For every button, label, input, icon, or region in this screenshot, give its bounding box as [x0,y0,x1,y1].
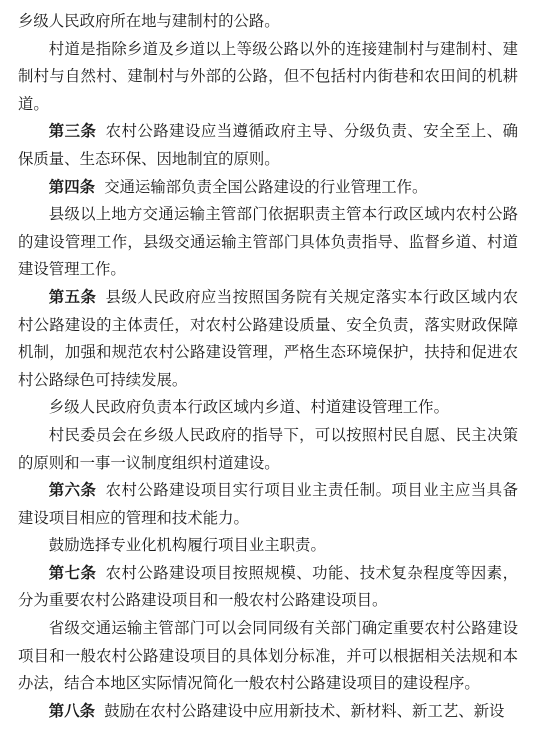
paragraph-text: 村道是指除乡道及乡道以上等级公路以外的连接建制村与建制村、建制村与自然村、建制村与外部的公路，但不包括村内街巷和农田间的机耕道。 [18,39,518,113]
article-3 [18,118,518,173]
paragraph-text: 县级人民政府应当按照国务院有关规定落实本行政区域内农村公路建设的主体责任，对农村公路建设质量、安全负责，落实财政保障机制，加强和规范农村公路建设管理，严格生态环境保护，扶持和促进农村公路绿色可持续发展。 [18,287,518,389]
paragraph-text: 农村公路建设项目实行项目业主责任制。项目业主应当具备建设项目相应的管理和技术能力。 [18,481,518,527]
article-label: 第七条 [48,563,97,582]
article-5 [18,284,518,394]
paragraph [18,201,518,284]
paragraph-text: 鼓励在农村公路建设中应用新技术、新材料、新工艺、新设 [104,701,505,720]
article-6 [18,477,518,532]
paragraph-text: 鼓励选择专业化机构履行项目业主职责。 [48,536,326,555]
paragraph-text: 乡级人民政府负责本行政区域内乡道、村道建设管理工作。 [48,398,449,417]
paragraph-text: 农村公路建设应当遵循政府主导、分级负责、安全至上、确保质量、生态环保、因地制宜的原则。 [18,122,518,168]
paragraph [18,532,518,560]
article-4 [18,174,518,202]
paragraph [18,394,518,422]
paragraph [18,615,518,698]
article-label: 第五条 [48,287,97,306]
article-label: 第四条 [48,177,95,196]
paragraph-text: 县级以上地方交通运输主管部门依据职责主管本行政区域内农村公路的建设管理工作，县级交通运输主管部门具体负责指导、监督乡道、村道建设管理工作。 [18,205,518,279]
paragraph-text: 农村公路建设项目按照规模、功能、技术复杂程度等因素，分为重要农村公路建设项目和一般农村公路建设项目。 [18,563,518,610]
paragraph-text: 省级交通运输主管部门可以会同同级有关部门确定重要农村公路建设项目和一般农村公路建设项目的具体划分标准，并可以根据相关法规和本办法，结合本地区实际情况简化一般农村公路建设项目的建设程序。 [18,619,518,693]
article-8 [18,698,518,726]
article-label: 第六条 [48,481,97,500]
paragraph [18,422,518,477]
paragraph [18,8,518,36]
paragraph [18,36,518,119]
article-7 [18,560,518,615]
paragraph-text: 乡级人民政府所在地与建制村的公路。 [18,12,280,30]
paragraph-text: 村民委员会在乡级人民政府的指导下，可以按照村民自愿、民主决策的原则和一事一议制度组织村道建设。 [18,425,518,472]
article-label: 第三条 [48,122,97,141]
paragraph-text: 交通运输部负责全国公路建设的行业管理工作。 [104,177,428,196]
article-label: 第八条 [48,701,95,720]
